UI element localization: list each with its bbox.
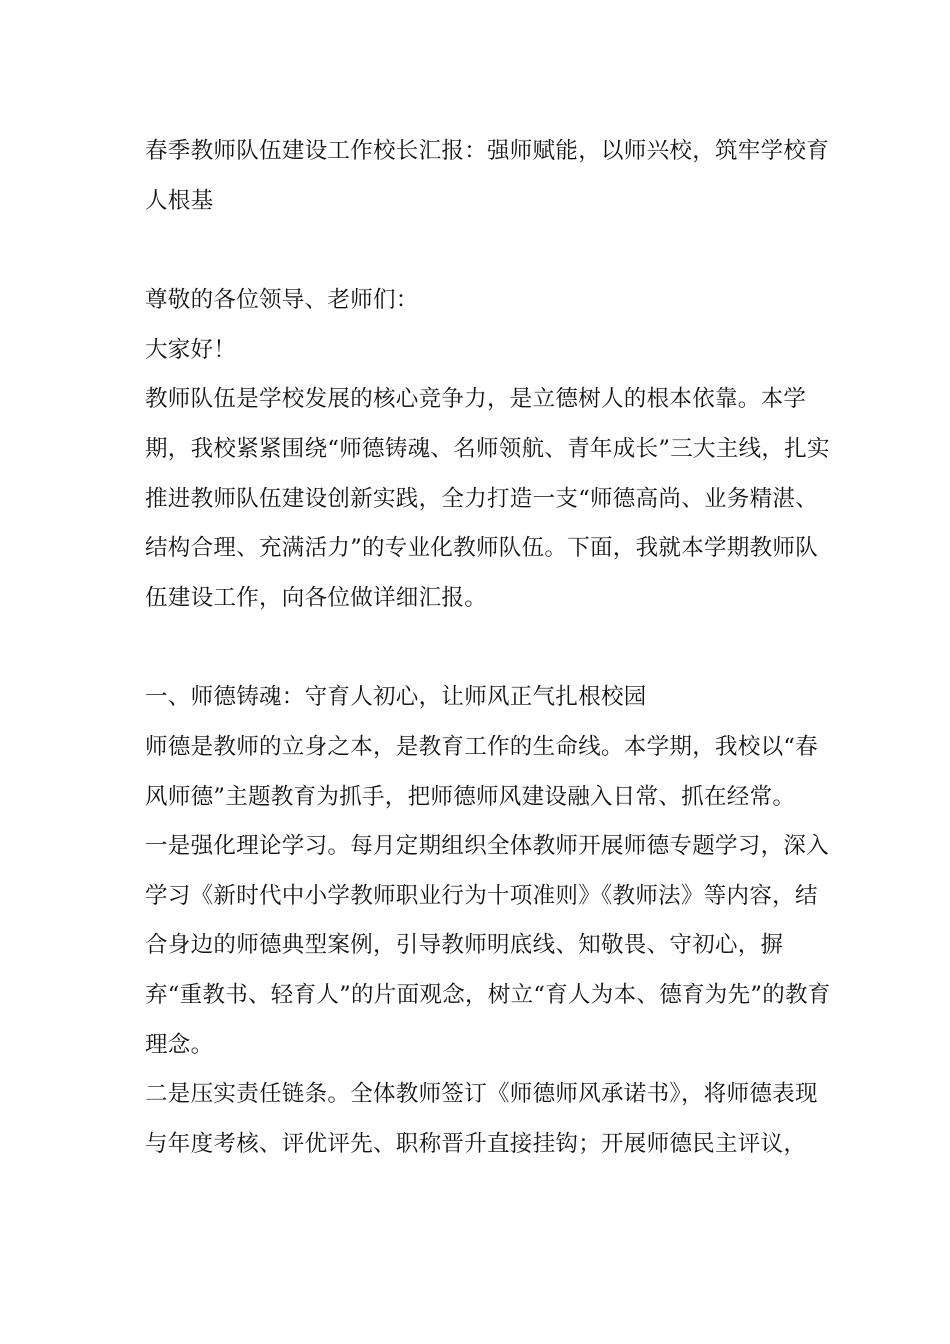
section-heading: 一、师德铸魂：守育人初心，让师风正气扎根校园: [145, 684, 647, 711]
point-one-paragraph: 一是强化理论学习。每月定期组织全体教师开展师德专题学习，深入学习《新时代中小学教师职业行为十项准则》《教师法》等内容，结合身边的师德典型案例，引导教师明底线、知敬畏、守初心，摒弃“重教书、轻育人”的片面观念，树立“育人为本、德育为先”的教育理念。: [145, 833, 831, 1058]
point-two-paragraph: 二是压实责任链条。全体教师签订《师德师风承诺书》，将师德表现与年度考核、评优评先、职称晋升直接挂钩；开展师德民主评议，: [145, 1081, 818, 1157]
document-title: 春季教师队伍建设工作校长汇报：强师赋能，以师兴校，筑牢学校育人根基: [145, 138, 830, 214]
salutation: 尊敬的各位领导、老师们：: [145, 287, 419, 314]
spacer: [145, 623, 835, 673]
section-lead-paragraph: 师德是教师的立身之本，是教育工作的生命线。本学期，我校以“春风师德”主题教育为抓手，把师德师风建设融入日常、抓在经常。: [145, 733, 819, 810]
spacer: [145, 226, 835, 276]
document-body: [145, 127, 835, 1169]
greeting: 大家好！: [145, 336, 237, 363]
intro-paragraph: 教师队伍是学校发展的核心竞争力，是立德树人的根本依靠。本学期，我校紧紧围绕“师德铸魂、名师领航、青年成长”三大主线，扎实推进教师队伍建设创新实践，全力打造一支“师德高尚、业务精湛、结构合理、充满活力”的专业化教师队伍。下面，我就本学期教师队伍建设工作，向各位做详细汇报。: [145, 386, 830, 611]
